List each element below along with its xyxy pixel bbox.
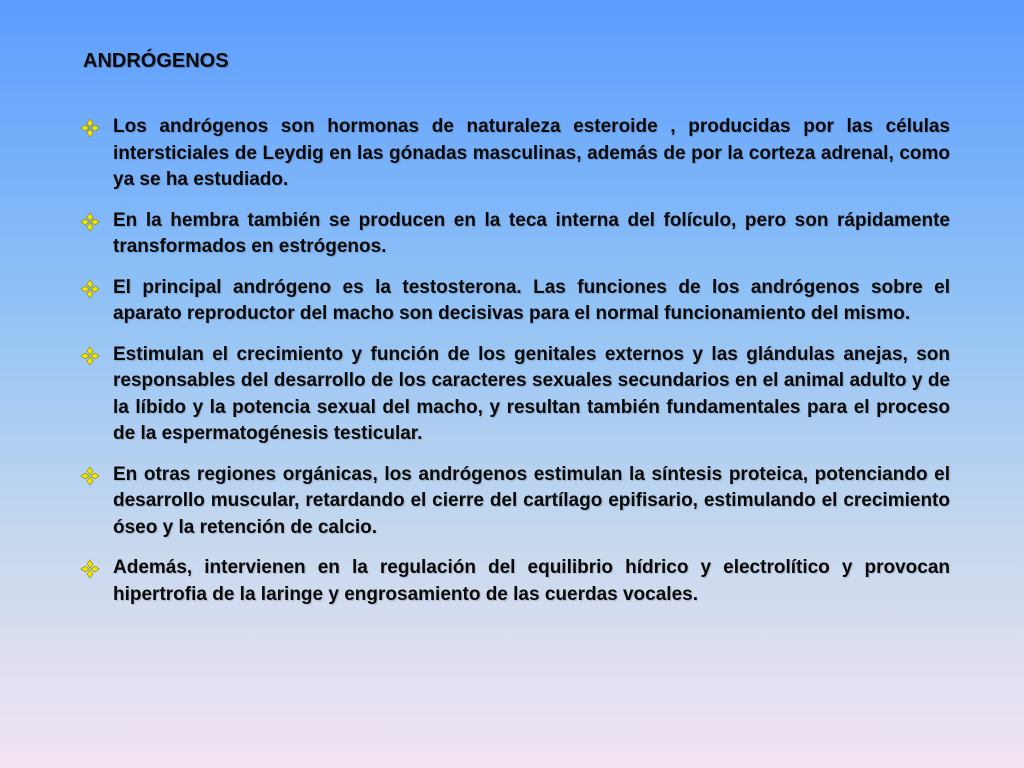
bullet-text: El principal andrógeno es la testosterona. Las funciones de los andrógenos sobre el aparato reproductor del macho son decisivas para el normal funcionamiento del mismo. bbox=[113, 276, 950, 324]
bullet-item bbox=[80, 114, 950, 194]
bullet-text: En otras regiones orgánicas, los andrógenos estimulan la síntesis proteica, potenciando el desarrollo muscular, retardando el cierre del cartílago epifisario, estimulando el crecimiento óseo y la retención de calcio. bbox=[113, 463, 950, 538]
diamond-bullet-icon bbox=[80, 466, 100, 486]
bullet-item bbox=[80, 208, 950, 261]
diamond-bullet-icon bbox=[80, 212, 100, 232]
bullet-text: En la hembra también se producen en la teca interna del folículo, pero son rápidamente transformados en estrógenos. bbox=[113, 209, 950, 257]
bullet-item bbox=[80, 275, 950, 328]
slide-title: ANDRÓGENOS bbox=[83, 50, 229, 72]
diamond-bullet-icon bbox=[80, 118, 100, 138]
bullet-text: Además, intervienen en la regulación del equilibrio hídrico y electrolítico y provocan hipertrofia de la laringe y engrosamiento de las cuerdas vocales. bbox=[113, 557, 950, 605]
bullet-item bbox=[80, 555, 950, 608]
bullet-text: Los andrógenos son hormonas de naturaleza esteroide , producidas por las células intersticiales de Leydig en las gónadas masculinas, además de por la corteza adrenal, como ya se ha estudiado. bbox=[113, 116, 950, 190]
bullet-item bbox=[80, 462, 950, 542]
diamond-bullet-icon bbox=[80, 346, 100, 366]
diamond-bullet-icon bbox=[80, 559, 100, 579]
bullet-list bbox=[80, 114, 950, 622]
diamond-bullet-icon bbox=[80, 279, 100, 299]
bullet-item bbox=[80, 342, 950, 448]
bullet-text: Estimulan el crecimiento y función de los genitales externos y las glándulas anejas, son responsables del desarrollo de los caracteres sexuales secundarios en el animal adulto y de la líbido y la potencia sexual del macho, y resultan también fundamentales para el proceso de la espermatogénesis testicular. bbox=[113, 343, 950, 444]
